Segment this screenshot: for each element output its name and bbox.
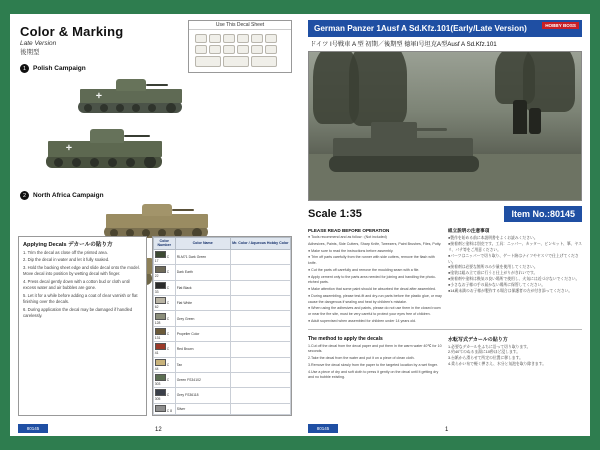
decal-method-english	[308, 336, 442, 383]
applying-decals-line: 1. Trim the decal as close off the printed area.	[23, 249, 108, 255]
cell-name: Flat White	[175, 296, 230, 311]
table-row	[153, 311, 290, 326]
color-swatch	[155, 251, 166, 258]
notes-en-heading: PLEASE READ BEFORE OPERATION	[308, 228, 390, 233]
cell-name: Grey FS36118	[175, 388, 230, 403]
decal-item	[251, 56, 277, 67]
decal-item	[195, 56, 221, 67]
brand-logo: HOBBY BOSS	[542, 22, 579, 29]
decal-en-heading: The method to apply the decals	[308, 335, 383, 342]
page-subtitle-en: Late Version	[20, 40, 57, 47]
decal-item	[209, 45, 221, 54]
section-number: 2	[20, 191, 29, 200]
decal-jp-line: 1.必要なデカールをふちに沿って切り取ります。	[448, 344, 531, 349]
table-row	[153, 249, 290, 264]
product-title: German Panzer 1Ausf A Sd.Kfz.101(Early/Late Version)	[314, 24, 527, 33]
color-swatch	[155, 374, 166, 381]
color-table-panel	[152, 236, 292, 416]
right-footer	[300, 421, 590, 436]
decal-en-line: 1.Cut off the decal from the decal paper and put them in the warm water 40℃ for 10 seconds.	[308, 343, 442, 354]
cell-number: C 303	[153, 372, 175, 387]
notes-jp-line: ●接着剤や塗料は換気の良い場所で使用し、火気には近づけないでください。	[448, 277, 580, 282]
cell-mix	[230, 280, 290, 295]
decal-jp-line: 4.柔らかい布で軽く押さえ、水分と気泡を取り除きます。	[448, 362, 547, 367]
table-row	[153, 342, 290, 357]
scale-and-item-row	[308, 206, 582, 222]
sheet	[10, 14, 590, 436]
color-swatch	[155, 405, 166, 412]
cell-mix	[230, 403, 290, 414]
tree-shape	[495, 51, 535, 104]
divider	[308, 329, 582, 330]
tank-three-quarter-view: ✛	[44, 127, 170, 173]
tank-photo-track	[329, 156, 479, 172]
cell-mix	[230, 342, 290, 357]
notes-english	[308, 228, 442, 326]
decal-item	[265, 34, 277, 43]
right-page	[300, 14, 590, 436]
cell-mix	[230, 249, 290, 264]
soldier-figure	[529, 108, 541, 134]
cell-mix	[230, 326, 290, 341]
color-table	[153, 237, 291, 415]
decal-item	[251, 34, 263, 43]
decal-item	[209, 34, 221, 43]
item-number-badge: Item No.:80145	[504, 206, 582, 222]
notes-en-line: ● Trim off parts carefully from the runner with side cutters, remove the flash with knife.	[308, 255, 435, 265]
applying-decals-line: 5. Let it for a while before adding a coat of clear varnish or flat finishing over the decals.	[23, 292, 138, 305]
tank-side-view: ✛	[76, 77, 188, 117]
tank-photo-gun	[413, 128, 447, 131]
decal-en-line: 2.Take the decal from the water and put it on a piece of clean cloth.	[308, 356, 415, 360]
decal-jp-line: 3.台紙から滑らせて所定の位置に移します。	[448, 356, 523, 361]
notes-en-line: ● Make attention that some paint should be absorbed the decal after assembled.	[308, 287, 437, 291]
cell-name: Grey Green	[175, 311, 230, 326]
notes-en-line: ● Tools recommend and as follow : (Not included)	[308, 235, 387, 239]
camo-illustration-1	[20, 75, 292, 183]
decal-en-line: 4.Use a piece of dry and soft cloth to press it gently on the decal until it getting dry and no bubble existing.	[308, 369, 439, 380]
cell-number: C 62	[153, 296, 175, 311]
left-page	[10, 14, 300, 436]
table-row	[153, 357, 290, 372]
color-swatch	[155, 282, 166, 289]
cell-number: C 44	[153, 357, 175, 372]
section-label: Polish Campaign	[33, 65, 86, 72]
cell-number: C 33	[153, 280, 175, 295]
cell-name: Green FS34102	[175, 372, 230, 387]
tree-shape	[349, 51, 407, 126]
left-bottom-panels	[18, 236, 292, 416]
decal-item	[237, 45, 249, 54]
color-swatch	[155, 389, 166, 396]
decal-item	[195, 45, 207, 54]
cell-name: Tan	[175, 357, 230, 372]
cell-mix	[230, 311, 290, 326]
cell-number: C 22	[153, 265, 175, 280]
color-swatch	[155, 313, 166, 320]
decal-item	[237, 34, 249, 43]
cell-name: Red Brown	[175, 342, 230, 357]
col-header-number: Color Number	[153, 237, 175, 249]
decal-item	[223, 56, 249, 67]
col-header-mix: Mr. Color / Aqueous Hobby Color	[230, 237, 290, 249]
cell-number: C 131	[153, 326, 175, 341]
decal-item	[223, 34, 235, 43]
footer-badge: 80145	[18, 424, 48, 433]
notes-jp-line: ●14歳未満のお子様が製作する場合は保護者の方が付き添ってください。	[448, 288, 573, 293]
applying-decals-line: 2. Dip the decal in water and let it fully soaked.	[23, 257, 110, 263]
table-row	[153, 388, 290, 403]
table-row	[153, 372, 290, 387]
color-swatch	[155, 343, 166, 350]
section-number: 1	[20, 64, 29, 73]
notes-columns	[308, 228, 582, 326]
scale-label: Scale 1:35	[308, 208, 362, 220]
decal-jp-heading: 水転写式デカールの貼り方	[448, 336, 508, 343]
cell-number: C 128	[153, 311, 175, 326]
cell-number: C 305	[153, 388, 175, 403]
soldier-figure	[513, 100, 527, 134]
table-row	[153, 296, 290, 311]
cell-number: C 17	[153, 249, 175, 264]
notes-jp-line: ●塗装は組み立て前に行うと仕上がりがきれいです。	[448, 271, 538, 276]
title-band	[308, 20, 582, 37]
notes-jp-line: ●製作を始める前に本説明書をよくお読みください。	[448, 236, 538, 240]
cell-mix	[230, 265, 290, 280]
notes-en-line: ● Apply cement only to the parts area needed for joining and handling the photo-etched parts.	[308, 274, 436, 285]
notes-jp-heading: 組立説明の注意事項	[448, 228, 490, 233]
section-header-2	[20, 191, 294, 200]
color-swatch	[155, 266, 166, 273]
tank-photo-turret	[371, 122, 417, 140]
notes-en-line: ● When using the adhesives and paints, please do not use them in the closed room or near the fire site, must be very careful to protect your eyes free of children.	[308, 306, 441, 316]
notes-en-line: Adhesives, Paints, Side Cutters, Sharp Knife, Tweezers, Paint Brushes, Files, Putty.	[308, 241, 442, 246]
cover-page	[300, 14, 590, 436]
table-row	[153, 403, 290, 414]
box-art-photo	[308, 51, 582, 201]
cell-name: Flat Black	[175, 280, 230, 295]
decal-item	[223, 45, 235, 54]
footer-badge: 80145	[308, 424, 338, 433]
cell-number: C 41	[153, 342, 175, 357]
decal-sheet-box	[188, 20, 292, 73]
applying-decals-heading: Applying Decals デカールの貼り方	[23, 241, 113, 248]
footer-page-number: 12	[155, 427, 162, 433]
cell-name: RLM71 Dark Green	[175, 249, 230, 264]
notes-jp-line: ●小さなお子様の手の届かない場所に保管してください。	[448, 283, 546, 287]
cell-name: Silver	[175, 403, 230, 414]
product-title-japanese: ドイツ I号戦車 A 型 初期／後期型 德軍I号坦克A型Ausf A Sd.Kfz.101	[310, 41, 497, 48]
footer-page-number: 1	[445, 427, 449, 433]
table-header-row	[153, 237, 290, 249]
notes-jp-line: ●接着剤と塗料は別売です。工具：ニッパー、カッター、ピンセット、筆、ヤスリ、パテ等をご用意ください。	[448, 241, 582, 252]
color-swatch	[155, 359, 166, 366]
table-row	[153, 265, 290, 280]
notes-jp-line: ●パーツはニッパーで切り取り、ゲート跡はナイフやヤスリで仕上げてください。	[448, 253, 579, 264]
table-row	[153, 326, 290, 341]
cell-name: Propeller Color	[175, 326, 230, 341]
cell-mix	[230, 296, 290, 311]
decal-method-columns	[308, 336, 582, 383]
applying-decals-line: 4. Press decal gently down with a cotton bud or cloth until excess water and air bubbles are gone.	[23, 278, 130, 291]
cell-mix	[230, 372, 290, 387]
decal-en-line: 3.Remove the decal slowly from the paper to the targeted location by a wet finger.	[308, 362, 438, 367]
applying-decals-line: 3. Hold the backing sheet edge and slide decal onto the model. Move decal into position by wetting decal with finger.	[23, 264, 140, 277]
cell-mix	[230, 357, 290, 372]
col-header-name: Color Name	[175, 237, 230, 249]
cell-mix	[230, 388, 290, 403]
notes-en-line: ● During assembling, please test-fit and dry-run parts before the plastic glue, or may cause the dangerous if sealing and heat by children's mistake.	[308, 293, 442, 304]
page-title: Color & Marking	[20, 24, 124, 39]
notes-en-line: ● Adult supervised when assembled for children under 14 years old.	[308, 318, 417, 323]
section-label: North Africa Campaign	[33, 192, 104, 199]
decal-sheet-grid	[189, 30, 291, 72]
decal-item	[265, 45, 277, 54]
notes-japanese	[448, 228, 582, 326]
applying-decals-line: 6. During application the decal may be damaged if handled carelessly.	[23, 306, 133, 319]
table-row	[153, 280, 290, 295]
applying-decals-panel	[18, 236, 147, 416]
notes-jp-line: ●接着剤は必要な箇所のみ少量を使用してください。	[448, 265, 538, 270]
decal-sheet-caption: Use This Decal Sheet	[189, 21, 291, 30]
page-subtitle-jp: 後期型	[20, 49, 40, 56]
notes-en-line: ● Make sure to read the instructions before assembly.	[308, 248, 394, 253]
decal-method-japanese	[448, 336, 582, 383]
left-footer	[10, 421, 300, 436]
color-swatch	[155, 328, 166, 335]
cell-number: C 8	[153, 403, 175, 414]
cell-name: Dark Earth	[175, 265, 230, 280]
decal-item	[251, 45, 263, 54]
decal-item	[195, 34, 207, 43]
notes-en-line: ● Cut the parts off carefully and remove the moulding seam with a file.	[308, 267, 420, 272]
color-swatch	[155, 297, 166, 304]
decal-jp-line: 2.約40℃のぬるま湯に10秒ほど浸します。	[448, 350, 521, 355]
